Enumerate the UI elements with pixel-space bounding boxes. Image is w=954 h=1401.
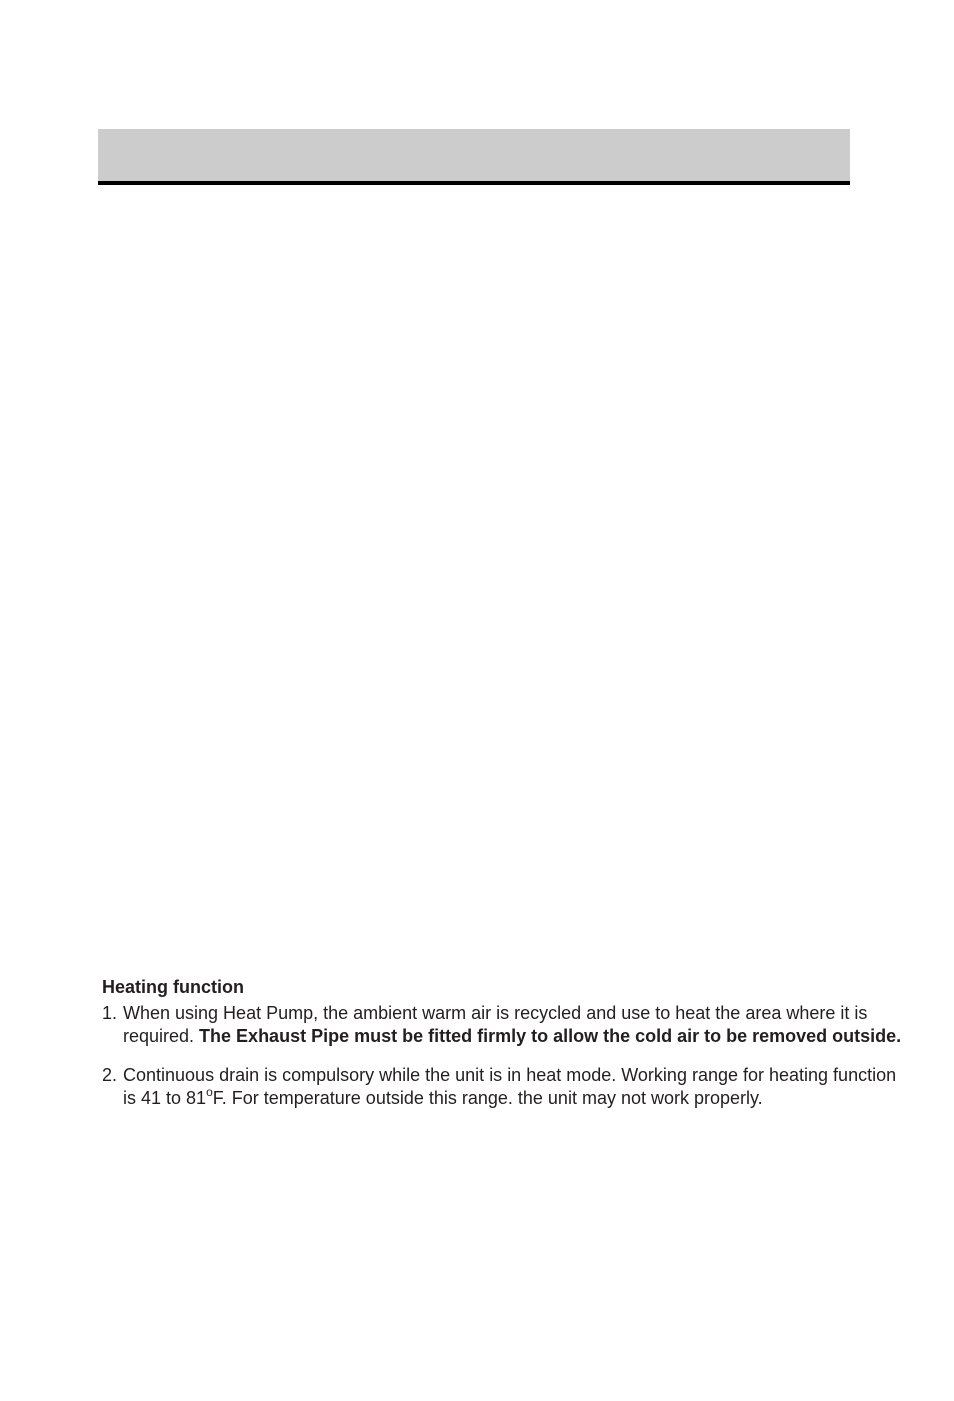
- section-title: Heating function: [102, 977, 244, 997]
- list-item-bold-text: The Exhaust Pipe must be fitted firmly to allow the cold air to be removed outside.: [199, 1026, 902, 1046]
- list-item-text: Continuous drain is compulsory while the unit is in heat mode. Working range for heating function is 41 to 81: [123, 1064, 897, 1108]
- degree-superscript: o: [206, 1085, 213, 1099]
- section-header-band: [98, 129, 850, 182]
- list-item-number: 1.: [102, 1002, 118, 1023]
- list-item-1: [102, 1002, 902, 1049]
- list-item-2: [102, 1064, 902, 1111]
- header-rule: [98, 181, 850, 185]
- list-item-number: 2.: [102, 1064, 118, 1085]
- heating-function-section: [102, 976, 902, 1111]
- list-item-text-after: F. For temperature outside this range. the unit may not work properly.: [212, 1088, 763, 1108]
- list-item-text: When using Heat Pump, the ambient warm air is recycled and use to heat the area where it is required.: [123, 1002, 868, 1046]
